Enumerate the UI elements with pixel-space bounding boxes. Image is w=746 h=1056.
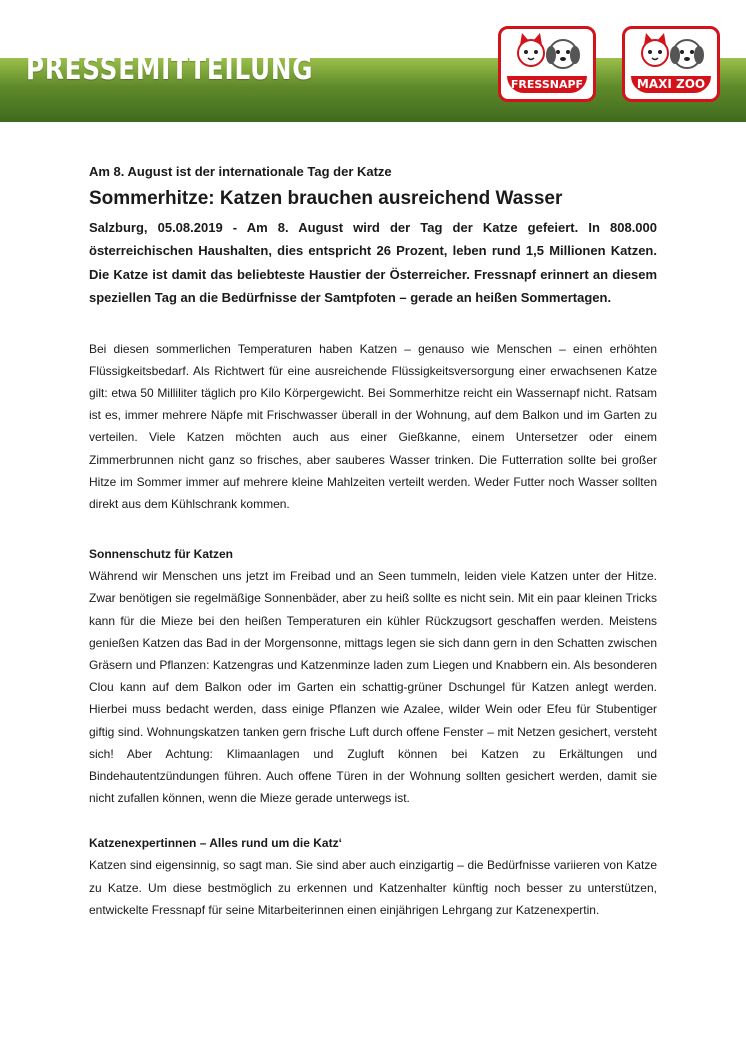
article-lead: Salzburg, 05.08.2019 - Am 8. August wird der Tag der Katze gefeiert. In 808.000 österreichischen Haushalten, dies entspricht 26 Prozent, leben rund 1,5 Millionen Katzen. Die Katze ist damit das beliebteste Haustier der Österreicher. Fressnapf erinnert an diesem speziellen Tag an die Bedürfnisse der Samtpfoten – gerade an heißen Sommertagen. — [89, 220, 657, 306]
article-headline: Sommerhitze: Katzen brauchen ausreichend Wasser — [89, 188, 563, 209]
section-title-cat-experts: Katzenexpertinnen – Alles rund um die Katz‘ — [89, 836, 342, 851]
section-title-sun-protection: Sonnenschutz für Katzen — [89, 547, 234, 562]
section-text-cat-experts: Katzen sind eigensinnig, so sagt man. Sie sind aber auch einzigartig – die Bedürfnisse variieren von Katze zu Katze. Um diese bestmöglich zu erkennen und Katzenhalter künftig noch besser zu unterstützen, entwickelte Fressnapf für seine Mitarbeiterinnen einen einjährigen Lehrgang zur Katzenexpertin. — [89, 858, 657, 917]
banner-title: PRESSEMITTEILUNG — [26, 52, 314, 87]
fressnapf-logo — [498, 26, 596, 102]
press-release-body — [89, 160, 657, 921]
article-kicker: Am 8. August ist der internationale Tag der Katze — [89, 164, 392, 179]
maxizoo-logo-label: MAXI ZOO — [631, 76, 711, 93]
article-paragraph: Bei diesen sommerlichen Temperaturen haben Katzen – genauso wie Menschen – einen erhöhten Flüssigkeitsbedarf. Als Richtwert für eine ausreichende Flüssigkeitsversorgung einer erwachsenen Katze gilt: etwa 50 Milliliter täglich pro Kilo Körpergewicht. Bei Sommerhitze reicht ein Wassernapf nicht. Ratsam ist es, immer mehrere Näpfe mit Frischwasser überall in der Wohnung, auf dem Balkon und im Garten zu verteilen. Viele Katzen möchten auch aus einer Gießkanne, einem Untersetzer oder einem Zimmerbrunnen nicht ganz so frisches, aber sauberes Wasser trinken. Die Futterration sollte bei großer Hitze im Sommer immer auf mehrere kleine Mahlzeiten verteilt werden. Weder Futter noch Wasser sollten direkt aus dem Kühlschrank kommen. — [89, 341, 657, 512]
maxizoo-logo — [622, 26, 720, 102]
fressnapf-logo-label: FRESSNAPF — [507, 76, 587, 93]
page-header — [0, 0, 746, 122]
section-text-sun-protection: Während wir Menschen uns jetzt im Freibad und an Seen tummeln, leiden viele Katzen unter der Hitze. Zwar benötigen sie regelmäßige Sonnenbäder, aber zu heiß sollte es nicht sein. Mit ein paar kleinen Tricks kann für die Mieze bei den heißen Temperaturen ein kühler Rückzugsort geschaffen werden. Meistens genießen Katzen das Bad in der Morgensonne, mittags legen sie sich dann gern in den Schatten zwischen Gräsern und Pflanzen: Katzengras und Katzenminze laden zum Liegen und Knabbern ein. Als besonderen Clou kann auf dem Balkon oder im Garten ein schattig-grüner Dschungel für Katzen anlegt werden. Hierbei muss bedacht werden, dass einige Pflanzen wie Azalee, wilder Wein oder Efeu für Stubentiger giftig sind. Wohnungskatzen tanken gern frische Luft durch offene Fenster – mit Netzen gesichert, versteht sich! Aber Achtung: Klimaanlagen und Zugluft können bei Katzen zu Erkältungen und Bindehautentzündungen führen. Auch offene Türen in der Wohnung sollten gesichert werden, damit sie nicht zufallen können, wenn die Mieze gerade unterwegs ist. — [89, 569, 657, 806]
